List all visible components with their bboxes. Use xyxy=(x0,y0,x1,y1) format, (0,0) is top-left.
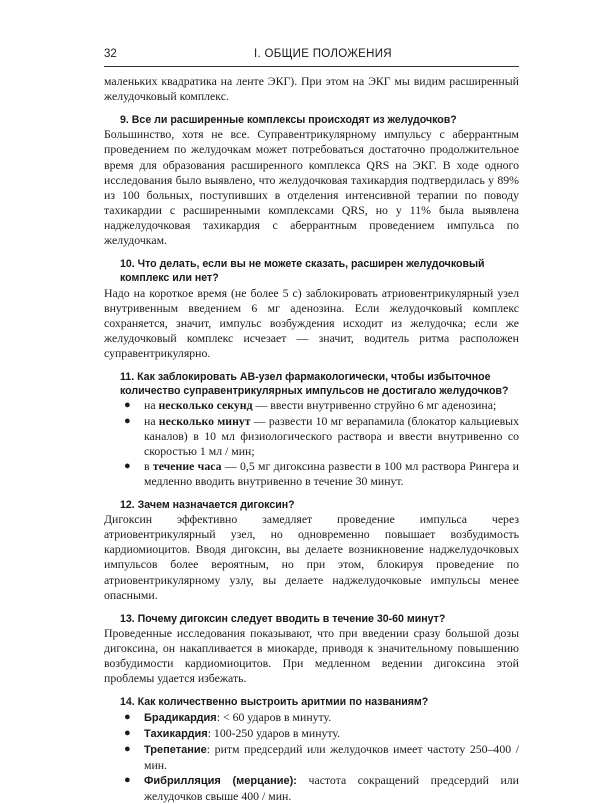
list-item: ● Брадикардия: < 60 ударов в минуту. xyxy=(124,709,332,724)
page-content xyxy=(104,74,519,804)
bullet-icon: ● xyxy=(124,773,131,786)
list-item: ● на несколько секунд — ввести внутривенно струйно 6 мг аденозина; xyxy=(124,398,497,413)
bullet-icon: ● xyxy=(124,414,131,427)
intro-paragraph: маленьких квадратика на ленте ЭКГ). При этом на ЭКГ мы видим расширенный желудочковый комплекс. xyxy=(104,74,519,104)
question-9-answer: Большинство, хотя не все. Суправентрикулярному импульсу с аберрантным проведением по желудочкам может потребоваться достаточно продолжительное время для образования расширенного комплекса QRS на ЭКГ. В ходе одного исследования было выявлено, что желудочковая тахикардия подтвердилась у 89% из 100 больных, поступивших в отделения интенсивной терапии по поводу тахикардии с расширенными комплексами QRS, но у 11% была выявлена наджелудочковая тахикардия с аберрантным проведением импульса по желудочкам. xyxy=(104,127,519,248)
list-item: ● Трепетание: ритм предсердий или желудочков имеет частоту 250–400 / мин. xyxy=(124,741,519,772)
list-item-term: Тахикардия xyxy=(144,727,208,740)
list-item: ● на несколько минут — развести 10 мг верапамила (блокатор кальциевых каналов) в 10 мл физиологического раствора и ввести внутривенно со скоростью 1 мл / мин; xyxy=(124,413,519,458)
list-item-term: течение часа xyxy=(152,458,222,473)
question-12-answer: Дигоксин эффективно замедляет проведение импульса через атриовентрикулярный узел, но одновременно повышает возбудимость кардиомиоцитов. Вводя дигоксин, вы делаете возникновение наджелудочковых импульсов более вероятным, но при этом, блокируя проведение по атриовентрикулярному узлу, вы делаете наджелудочковые импульсы менее опасными. xyxy=(104,512,519,602)
question-10 xyxy=(104,257,519,361)
question-9 xyxy=(104,113,519,248)
question-11-title: 11. Как заблокировать АВ-узел фармакологически, чтобы избыточное количество суправентрикулярных импульсов не достигало желудочков? xyxy=(120,371,509,398)
bullet-icon: ● xyxy=(124,459,131,472)
question-9-title: 9. Все ли расширенные комплексы происходят из желудочков? xyxy=(120,114,457,127)
question-13-title: 13. Почему дигоксин следует вводить в течение 30-60 минут? xyxy=(120,612,446,625)
bullet-icon: ● xyxy=(124,742,131,755)
chapter-title: I. ОБЩИЕ ПОЛОЖЕНИЯ xyxy=(254,48,392,60)
question-14-list xyxy=(104,710,519,804)
question-12-title: 12. Зачем назначается дигоксин? xyxy=(120,498,295,511)
question-10-title: 10. Что делать, если вы не можете сказать, расширен желудочковый комплекс или нет? xyxy=(120,258,485,285)
page-number: 32 xyxy=(104,48,117,60)
bullet-icon: ● xyxy=(124,726,131,739)
list-item: ● Фибрилляция (мерцание): частота сокращений предсердий или желудочков свыше 400 / мин. xyxy=(124,772,519,803)
list-item: ● в течение часа — 0,5 мг дигоксина развести в 100 мл раствора Рингера и медленно вводить внутривенно в течение 30 минут. xyxy=(124,458,519,488)
bullet-icon: ● xyxy=(124,399,131,412)
list-item: ● Тахикардия: 100-250 ударов в минуту. xyxy=(124,725,341,740)
running-header xyxy=(104,44,519,67)
question-12 xyxy=(104,498,519,603)
bullet-icon: ● xyxy=(124,710,131,723)
question-13 xyxy=(104,612,519,687)
question-13-answer: Проведенные исследования показывают, что при введении сразу большой дозы дигоксина, он накапливается в миокарде, приводя к значительному повышению возбудимости кардиомиоцитов. При медленном ведении дигоксина этой проблемы удается избежать. xyxy=(104,625,519,686)
list-item-term: Трепетание xyxy=(144,743,207,756)
question-14-title: 14. Как количественно выстроить аритмии по названиям? xyxy=(120,696,429,709)
list-item-term: Фибрилляция (мерцание): xyxy=(144,774,297,787)
question-10-answer: Надо на короткое время (не более 5 с) заблокировать атриовентрикулярный узел внутривенным введением 6 мг аденозина. Если желудочковый комплекс сохраняется, значит, импульс возбуждения исходит из желудочка; если же желудочковый комплекс исчезает — значит, водитель ритма расположен суправентрикулярно. xyxy=(104,285,519,360)
question-11 xyxy=(104,370,519,489)
question-11-list xyxy=(104,398,519,489)
list-item-term: несколько секунд xyxy=(158,398,253,413)
list-item-term: несколько минут xyxy=(158,413,251,428)
list-item-term: Брадикардия xyxy=(144,711,217,724)
